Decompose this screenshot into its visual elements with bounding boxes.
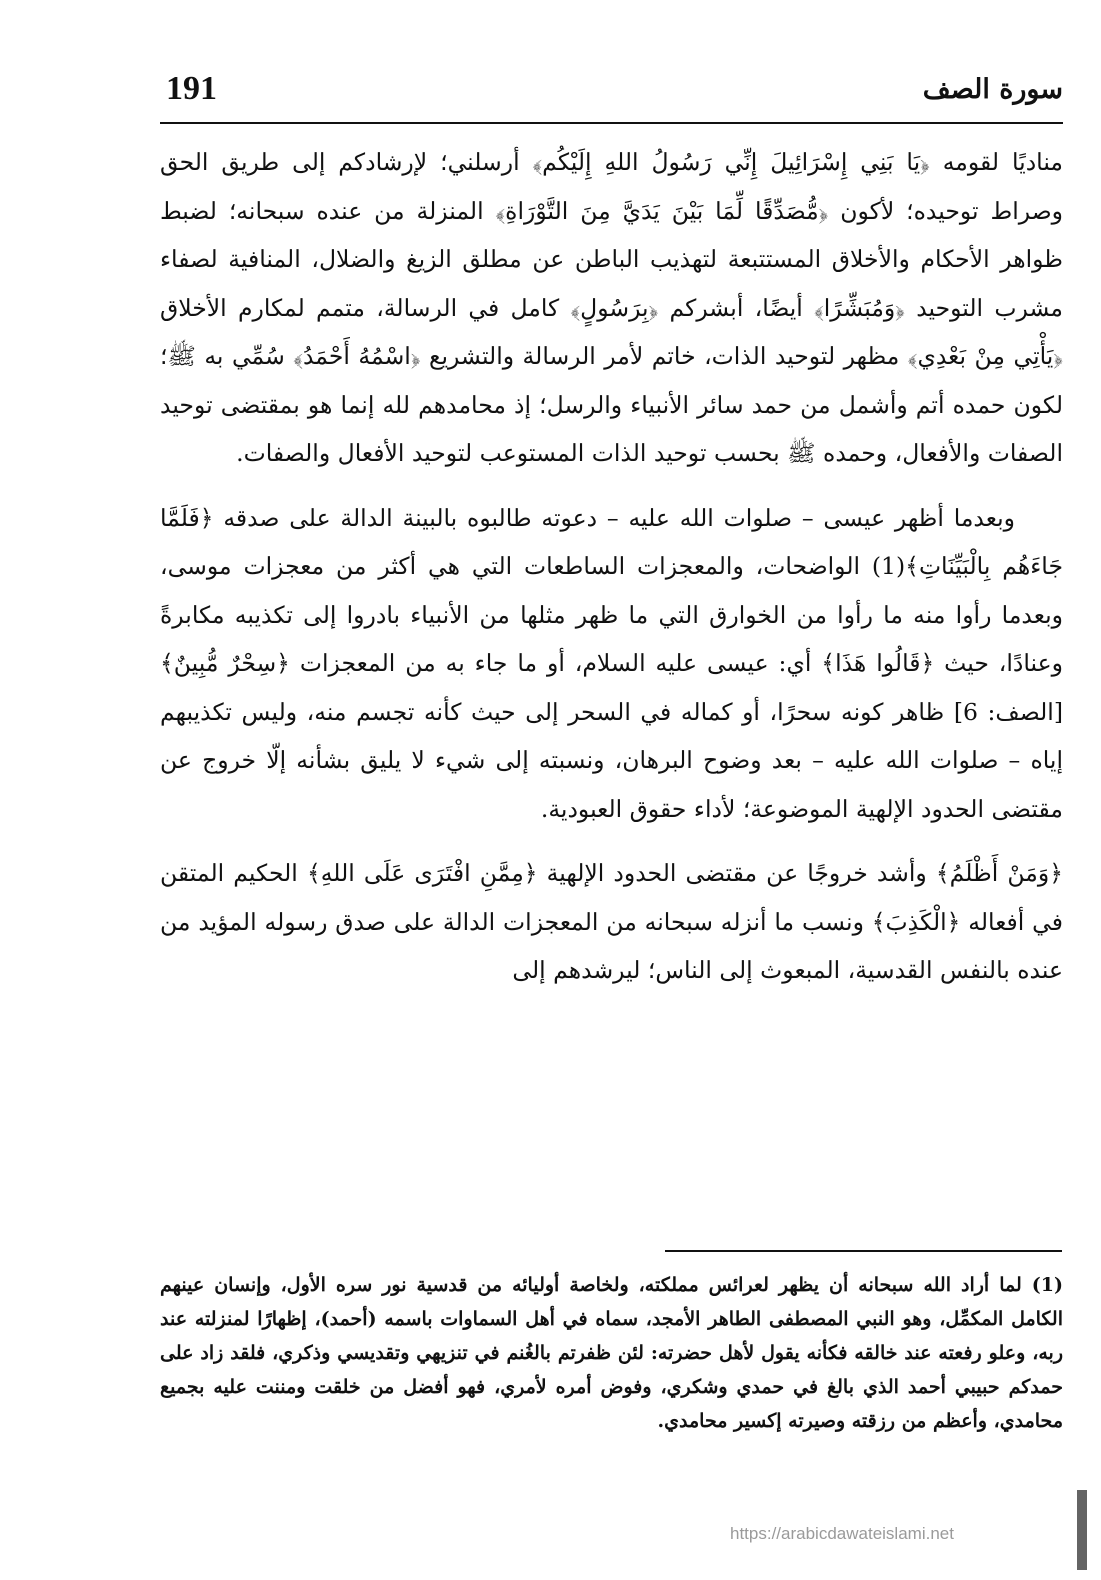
page-number: 191 [166, 70, 217, 107]
surah-title: سورة الصف [922, 74, 1063, 105]
watermark-url: https://arabicdawateislami.net [730, 1524, 954, 1543]
main-text [160, 138, 1063, 1011]
footnote: (1) لما أراد الله سبحانه أن يظهر لعرائس مملكته، ولخاصة أوليائه من قدسية نور سره الأول، وإنسان عينهم الكامل المكمِّل، وهو النبي المصطفى الطاهر الأمجد، سماه في أهل السماوات باسمه (أحمد)، إظهارًا لمنزلته عند ربه، وعلو رفعته عند خالقه فكأنه يقول لأهل حضرته: لئن ظفرتم بالغُنم في تنزيهي وتقديسي وذكري، فلقد زاد على حمدكم حبيبي أحمد الذي بالغ في حمدي وشكري، وفوض أمره لأمري، فهو أفضل من خلقت ومننت عليه بجميع محامدي، وأعظم من رزقته وصيرته إكسير محامدي. [160, 1274, 1063, 1432]
page-header [160, 62, 1063, 124]
scan-edge-mark [1077, 1490, 1087, 1570]
paragraph-3: ﴿وَمَنْ أَظْلَمُ﴾ وأشد خروجًا عن مقتضى الحدود الإلهية ﴿مِمَّنِ افْتَرَى عَلَى اللهِ﴾ الحكيم المتقن في أفعاله ﴿الْكَذِبَ﴾ ونسب ما أنزله سبحانه من المعجزات الدالة على صدق رسوله المؤيد من عنده بالنفس القدسية، المبعوث إلى الناس؛ ليرشدهم إلى [160, 859, 1063, 984]
paragraph-2: وبعدما أظهر عيسى – صلوات الله عليه – دعوته طالبوه بالبينة الدالة على صدقه ﴿فَلَمَّا جَاءَهُم بِالْبَيِّنَاتِ﴾(1) الواضحات، والمعجزات الساطعات التي هي أكثر من معجزات موسى، وبعدما رأوا منه ما رأوا من الخوارق التي ما ظهر مثلها من الأنبياء بادروا إلى تكذيبه مكابرةً وعنادًا، حيث ﴿قَالُوا هَذَا﴾ أي: عيسى عليه السلام، أو ما جاء به من المعجزات ﴿سِحْرٌ مُّبِينٌ﴾ [الصف: 6] ظاهر كونه سحرًا، أو كماله في السحر إلى حيث كأنه تجسم منه، وليس تكذيبهم إياه – صلوات الله عليه – بعد وضوح البرهان، ونسبته إلى شيء لا يليق بشأنه إلّا خروج عن مقتضى الحدود الإلهية الموضوعة؛ لأداء حقوق العبودية. [160, 503, 1063, 823]
footnote-divider [665, 1250, 1062, 1252]
paragraph-1: مناديًا لقومه ﴿يَا بَنِي إِسْرَائِيلَ إِنِّي رَسُولُ اللهِ إِلَيْكُم﴾ أرسلني؛ لإرشادكم إلى طريق الحق وصراط توحيده؛ لأكون ﴿مُّصَدِّقًا لِّمَا بَيْنَ يَدَيَّ مِنَ التَّوْرَاةِ﴾ المنزلة من عنده سبحانه؛ لضبط ظواهر الأحكام والأخلاق المستتبعة لتهذيب الباطن عن مطلق الزيغ والضلال، المنافية لصفاء مشرب التوحيد ﴿وَمُبَشِّرًا﴾ أيضًا، أبشركم ﴿بِرَسُولٍ﴾ كامل في الرسالة، متمم لمكارم الأخلاق ﴿يَأْتِي مِنْ بَعْدِي﴾ مظهر لتوحيد الذات، خاتم لأمر الرسالة والتشريع ﴿اسْمُهُ أَحْمَدُ﴾ سُمِّي به ﷺ؛ لكون حمده أتم وأشمل من حمد سائر الأنبياء والرسل؛ إذ محامدهم لله إنما هو بمقتضى توحيد الصفات والأفعال، وحمده ﷺ بحسب توحيد الذات المستوعب لتوحيد الأفعال والصفات. [160, 148, 1063, 467]
